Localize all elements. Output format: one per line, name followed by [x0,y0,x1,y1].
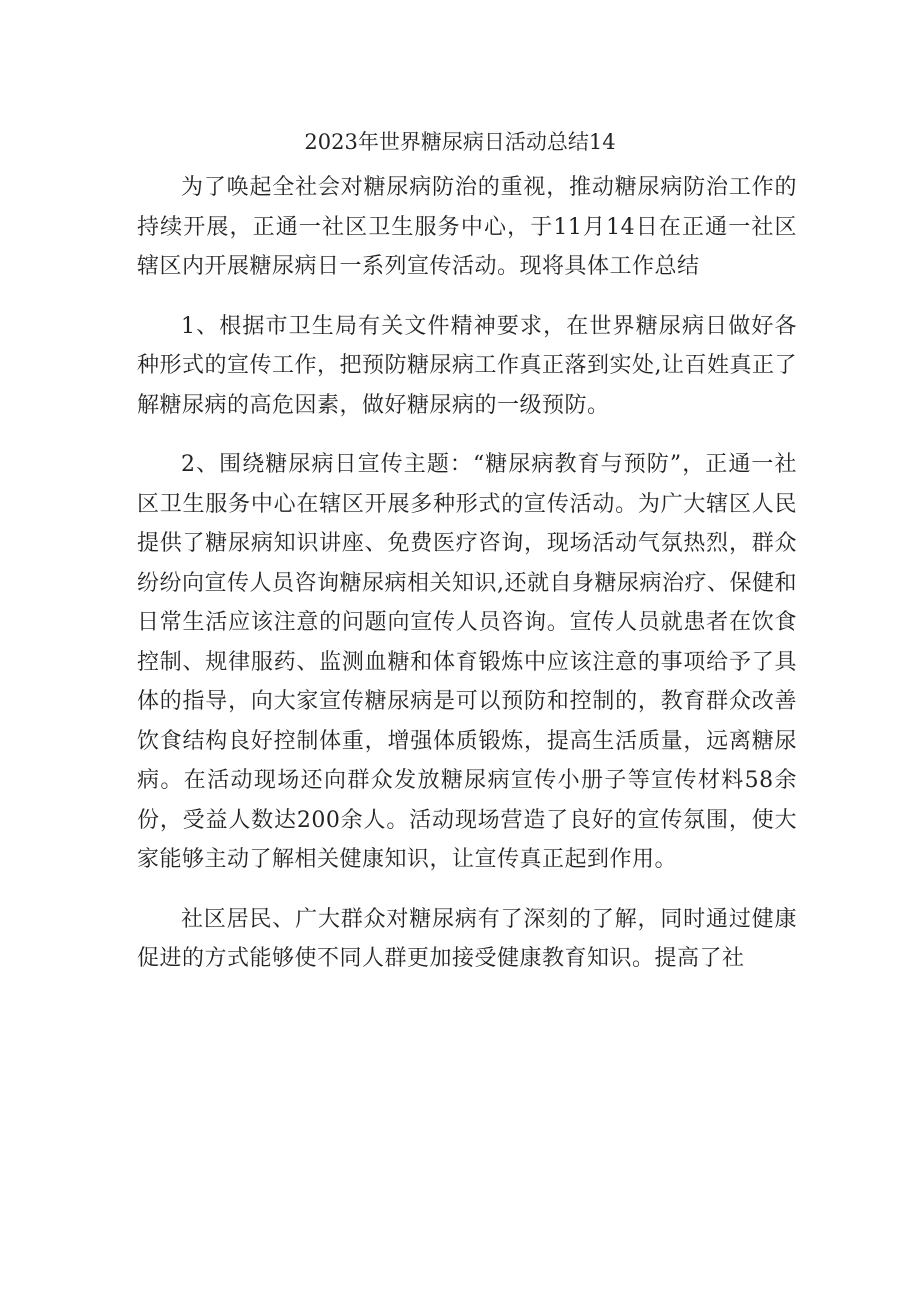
paragraph-summary: 社区居民、广大群众对糖尿病有了深刻的了解，同时通过健康促进的方式能够使不同人群更加接受健康教育知识。提高了社 [137,906,797,971]
paragraph-item-1: 1、根据市卫生局有关文件精神要求，在世界糖尿病日做好各种形式的宣传工作，把预防糖尿病工作真正落到实处,让百姓真正了解糖尿病的高危因素，做好糖尿病的一级预防。 [137,313,797,418]
paragraph-item-2: 2、围绕糖尿病日宣传主题：“糖尿病教育与预防”，正通一社区卫生服务中心在辖区开展多种形式的宣传活动。为广大辖区人民提供了糖尿病知识讲座、免费医疗咨询，现场活动气氛热烈，群众纷纷向宣传人员咨询糖尿病相关知识,还就自身糖尿病治疗、保健和日常生活应该注意的问题向宣传人员咨询。宣传人员就患者在饮食控制、规律服药、监测血糖和体育锻炼中应该注意的事项给予了具体的指导，向大家宣传糖尿病是可以预防和控制的，教育群众改善饮食结构良好控制体重，增强体质锻炼，提高生活质量，远离糖尿病。在活动现场还向群众发放糖尿病宣传小册子等宣传材料58余份，受益人数达200余人。活动现场营造了良好的宣传氛围，使大家能够主动了解相关健康知识，让宣传真正起到作用。 [137,452,797,872]
document-title: 2023年世界糖尿病日活动总结14 [304,130,616,154]
paragraph-intro: 为了唤起全社会对糖尿病防治的重视，推动糖尿病防治工作的持续开展，正通一社区卫生服务中心，于11月14日在正通一社区辖区内开展糖尿病日一系列宣传活动。现将具体工作总结 [137,175,797,279]
document-body [137,168,797,979]
